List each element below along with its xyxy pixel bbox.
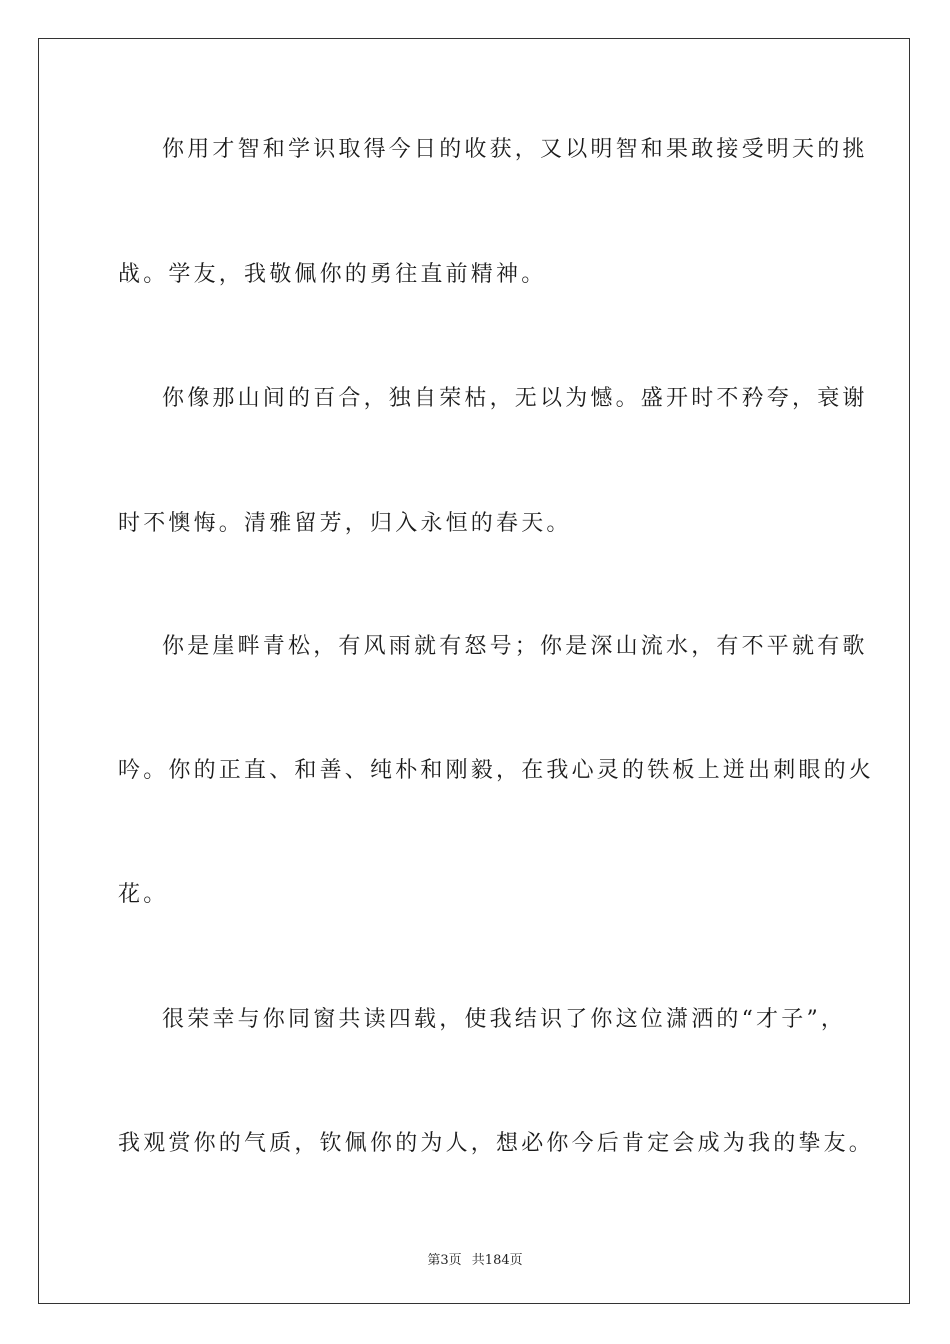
paragraph-line: 时不懊悔。清雅留芳，归入永恒的春天。 bbox=[118, 511, 572, 536]
paragraph-line: 花。 bbox=[118, 882, 169, 907]
page-footer bbox=[0, 1249, 950, 1268]
paragraph-line: 你像那山间的百合，独自荣枯，无以为憾。盛开时不矜夸，衰谢 bbox=[162, 386, 868, 411]
paragraph-line: 战。学友，我敬佩你的勇往直前精神。 bbox=[118, 262, 547, 287]
page-total: 共184页 bbox=[471, 1253, 523, 1268]
paragraph-line: 我观赏你的气质，钦佩你的为人，想必你今后肯定会成为我的挚友。 bbox=[118, 1131, 875, 1156]
page-number: 第3页 bbox=[427, 1253, 462, 1268]
page-border bbox=[38, 38, 910, 1304]
paragraph-line: 很荣幸与你同窗共读四载，使我结识了你这位潇洒的“才子”， bbox=[162, 1007, 847, 1032]
paragraph-line: 吟。你的正直、和善、纯朴和刚毅，在我心灵的铁板上迸出刺眼的火 bbox=[118, 758, 875, 783]
paragraph-line: 你是崖畔青松，有风雨就有怒号；你是深山流水，有不平就有歌 bbox=[162, 634, 868, 659]
paragraph-line: 你用才智和学识取得今日的收获，又以明智和果敢接受明天的挑 bbox=[162, 137, 868, 162]
